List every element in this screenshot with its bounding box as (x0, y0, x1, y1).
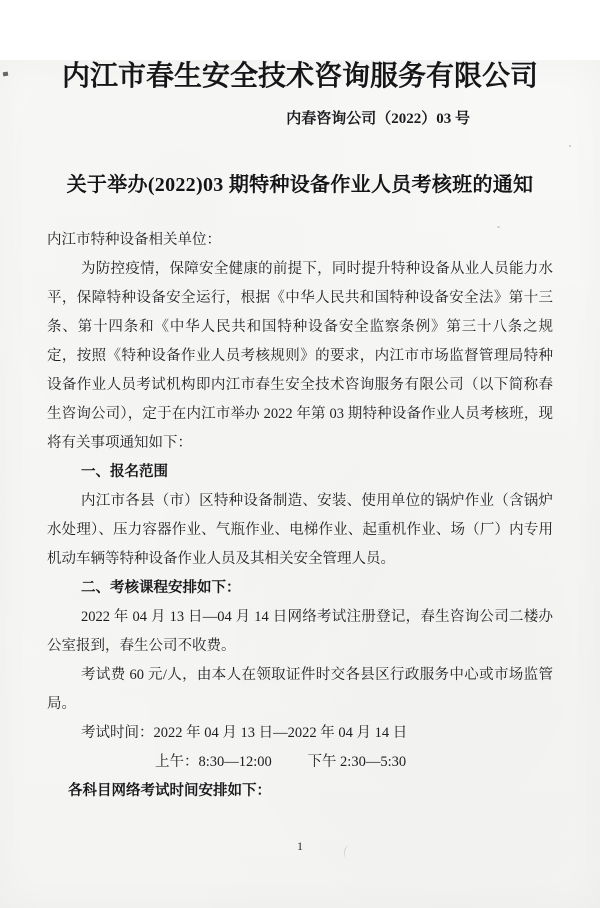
section2-paragraph-registration: 2022 年 04 月 13 日—04 月 14 日网络考试注册登记，春生咨询公司二楼办公室报到，春生公司不收费。 (47, 609, 553, 654)
salutation: 内江市特种设备相关单位： (47, 232, 221, 248)
page-number: 1 (297, 839, 303, 853)
section1-paragraph: 内江市各县（市）区特种设备制造、安装、使用单位的锅炉作业（含锅炉水处理）、压力容器作业、气瓶作业、电梯作业、起重机作业、场（厂）内专用机动车辆等特种设备作业人员及其相关安全管理人员。 (47, 493, 553, 567)
scan-dot (569, 145, 571, 147)
scan-speck (3, 72, 9, 77)
section2-heading: 二、考核课程安排如下： (81, 580, 241, 596)
exam-time-line: 考试时间：2022 年 04 月 13 日—2022 年 04 月 14 日 (81, 725, 408, 741)
exam-session-times (47, 748, 553, 777)
scan-dot (497, 226, 500, 228)
company-letterhead: 内江市春生安全技术咨询服务有限公司 (61, 61, 538, 92)
intro-paragraph: 为防控疫情，保障安全健康的前提下，同时提升特种设备从业人员能力水平，保障特种设备安全运行，根据《中华人民共和国特种设备安全法》第十三条、第十四条和《中华人民共和国特种设备安全监察条例》第三十八条之规定，按照《特种设备作业人员考核规则》的要求，内江市市场监督管理局特种设备作业人员考试机构即内江市春生安全技术咨询服务有限公司（以下简称春生咨询公司），定于在内江市举办 2022 年第 03 期特种设备作业人员考核班，现将有关事项通知如下： (47, 261, 553, 451)
document-number: 内春咨询公司（2022）03 号 (286, 111, 470, 127)
online-exam-schedule-note: 各科目网络考试时间安排如下： (68, 783, 271, 799)
afternoon-session-time: 下午 2:30—5:30 (307, 754, 407, 770)
notice-title: 关于举办(2022)03 期特种设备作业人员考核班的通知 (66, 174, 534, 196)
section1-heading: 一、报名范围 (81, 464, 168, 480)
scanned-notice-page (0, 60, 600, 908)
notice-body (47, 226, 553, 806)
section2-paragraph-fee: 考试费 60 元/人，由本人在领取证件时交各县区行政服务中心或市场监管局。 (47, 667, 553, 712)
morning-session-time: 上午：8:30—12:00 (155, 754, 272, 770)
